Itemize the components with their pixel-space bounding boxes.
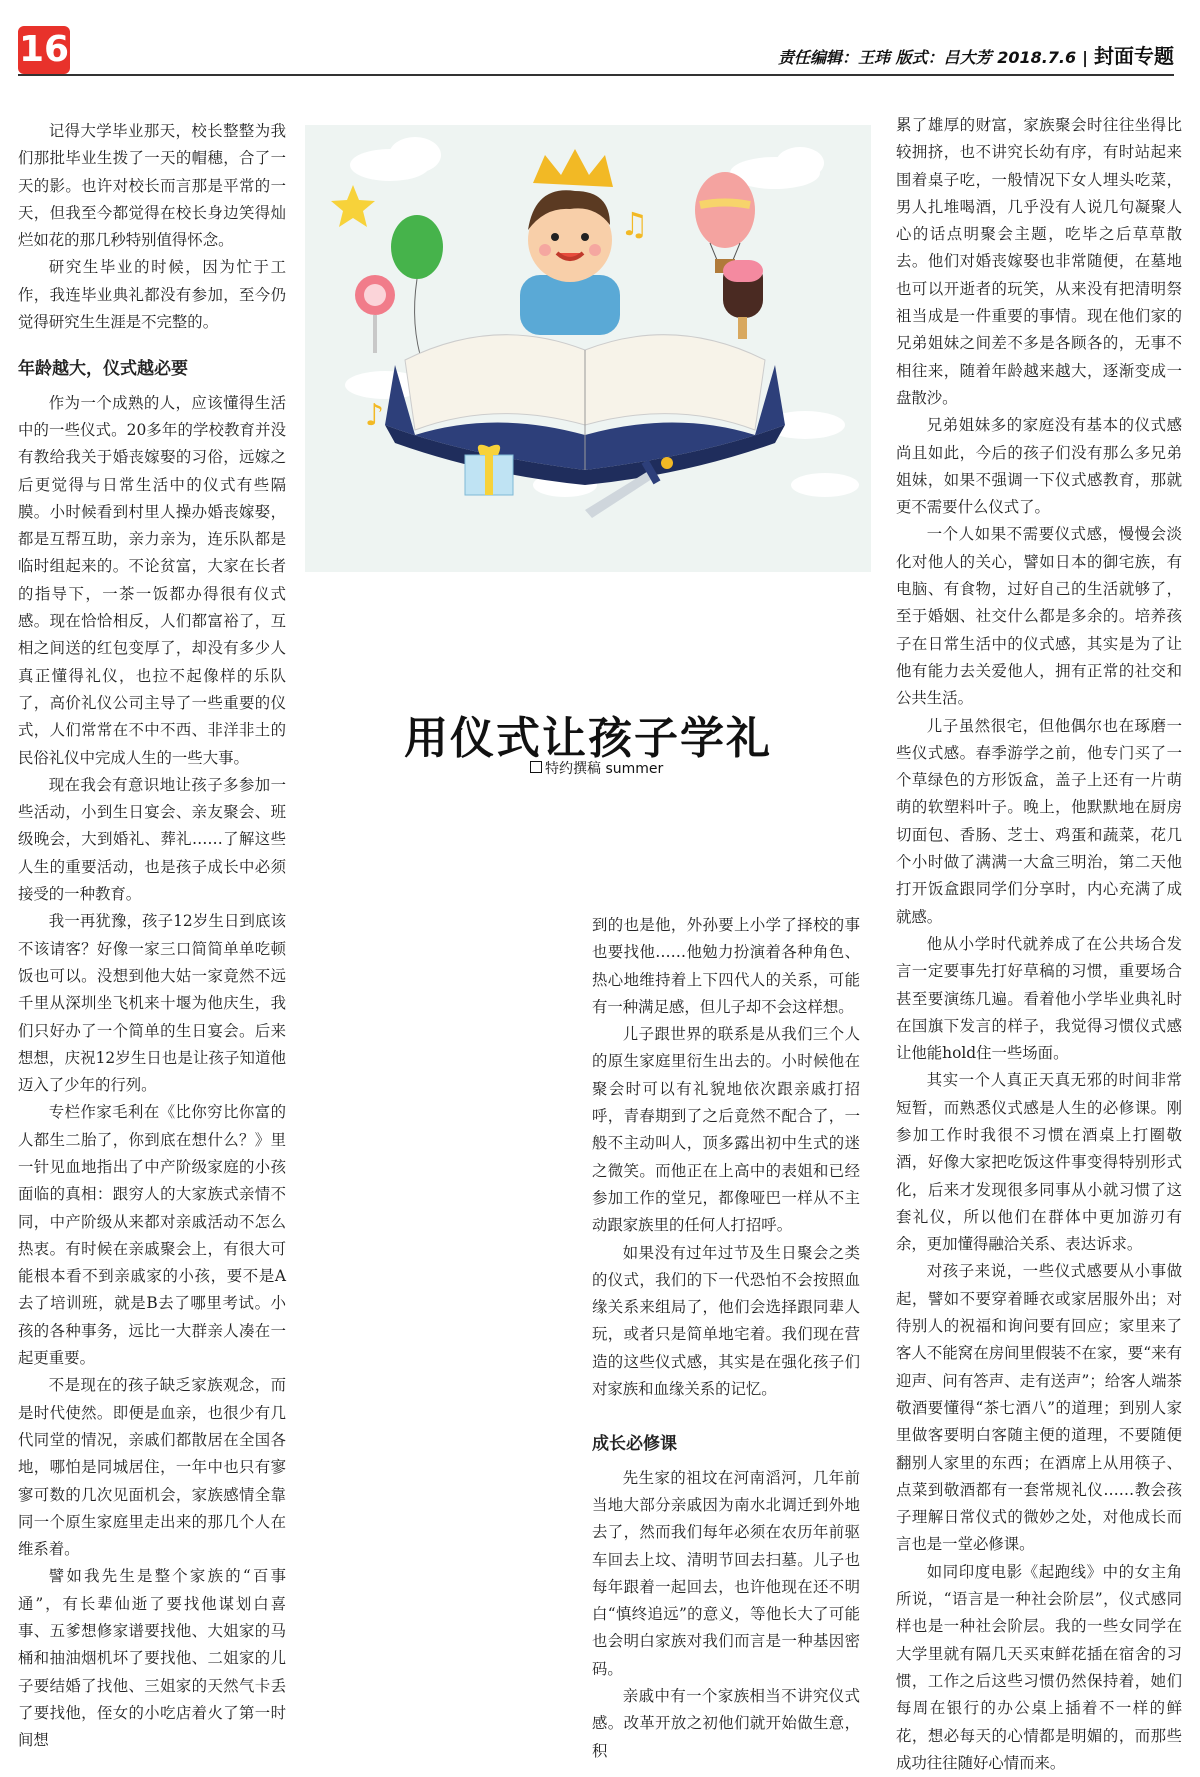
- paragraph: 累了雄厚的财富，家族聚会时往往坐得比较拥挤，也不讲究长幼有序，有时站起来围着桌子吃，一般情况下女人埋头吃菜，男人扎堆喝酒，几乎没有人说几句凝聚人心的话点明聚会主题，吃毕之后草草散去。他们对婚丧嫁娶也非常随便，在墓地也可以开逝者的玩笑，从来没有把清明祭祖当成是一件重要的事情。现在他们家的兄弟姐妹之间差不多是各顾各的，无事不相往来，随着年龄越来越大，逐渐变成一盘散沙。: [896, 116, 1182, 407]
- boy-icon: [520, 149, 620, 335]
- lollipop-icon: [355, 275, 395, 353]
- paragraph: 先生家的祖坟在河南滔河，几年前当地大部分亲戚因为南水北调迁到外地去了，然而我们每年必须在农历年前驱车回去上坟、清明节回去扫墓。儿子也每年跟着一起回去，也许他现在还不明白“慎终追远”的意义，等他长大了可能也会明白家族对我们而言是一种基因密码。: [592, 1468, 860, 1678]
- paragraph: 如同印度电影《起跑线》中的女主角所说，“语言是一种社会阶层”，仪式感同样也是一种社会阶层。我的一些女同学在大学里就有隔几天买束鲜花插在宿舍的习惯，工作之后这些习惯仍然保持着，她们每周在银行的办公桌上插着不一样的鲜花，想必每天的心情都是明媚的，而那些成功往往随好心情而来。: [896, 1562, 1182, 1772]
- open-book-icon: [385, 335, 785, 485]
- paragraph: 记得大学毕业那天，校长整整为我们那批毕业生拨了一天的帽穗，合了一天的影。也许对校长而言那是平常的一天，但我至今都觉得在校长身边笑得灿烂如花的那几秒特别值得怀念。: [18, 122, 286, 250]
- music-note-icon: ♫: [620, 205, 649, 243]
- paragraph: 到的也是他，外孙要上小学了择校的事也要找他……他勉力扮演着各种角色、热心地维持着上下四代人的关系，可能有一种满足感，但儿子却不会这样想。: [592, 916, 860, 1016]
- header-separator: |: [1082, 48, 1088, 67]
- byline-text: 特约撰稿 summer: [545, 761, 664, 777]
- crown-icon: [533, 149, 613, 187]
- paragraph: 亲戚中有一个家族相当不讲究仪式感。改革开放之初他们就开始做生意，积: [592, 1687, 860, 1760]
- page-header: [778, 40, 1174, 69]
- column-right: [896, 112, 1182, 1777]
- paragraph: 他从小学时代就养成了在公共场合发言一定要事先打好草稿的习惯，重要场合甚至要演练几遍。看着他小学毕业典礼时在国旗下发言的样子，我觉得习惯仪式感让他能hold住一些场面。: [896, 934, 1182, 1063]
- paragraph: 我一再犹豫，孩子12岁生日到底该不该请客？好像一家三口简简单单吃顿饭也可以。没想到他大姑一家竟然不远千里从深圳坐飞机来十堰为他庆生，我们只好办了一个简单的生日宴会。后来想想，庆祝12岁生日也是让孩子知道他迈入了少年的行列。: [18, 912, 286, 1095]
- green-balloon-icon: [391, 215, 443, 365]
- page-number: 16: [18, 26, 70, 74]
- subheading: 成长必修课: [592, 1434, 677, 1455]
- paragraph: 儿子虽然很宅，但他偶尔也在琢磨一些仪式感。春季游学之前，他专门买了一个草绿色的方形饭盒，盖子上还有一片萌萌的软塑料叶子。晚上，他默默地在厨房切面包、香肠、芝士、鸡蛋和蔬菜，花几个小时做了满满一大盒三明治，第二天他打开饭盒跟同学们分享时，内心充满了成就感。: [896, 716, 1182, 926]
- illustration: [305, 125, 871, 572]
- paragraph: 专栏作家毛利在《比你穷比你富的人都生二胎了，你到底在想什么？》里一针见血地指出了中产阶级家庭的小孩面临的真相：跟穷人的大家族式亲情不同，中产阶级从来都对亲戚活动不怎么热衷。有时候在亲戚聚会上，有很大可能根本看不到亲戚家的小孩，要不是A去了培训班，就是B去了哪里考试。小孩的各种事务，远比一大群亲人凑在一起更重要。: [18, 1103, 286, 1368]
- paragraph: 现在我会有意识地让孩子多参加一些活动，小到生日宴会、亲友聚会、班级晚会，大到婚礼、葬礼……了解这些人生的重要活动，也是孩子成长中必须接受的一种教育。: [18, 775, 286, 904]
- paragraph: 如果没有过年过节及生日聚会之类的仪式，我们的下一代恐怕不会按照血缘关系来组局了，他们会选择跟同辈人玩，或者只是简单地宅着。我们现在营造的这些仪式感，其实是在强化孩子们对家族和血缘关系的记忆。: [592, 1243, 860, 1399]
- header-rule: [18, 74, 1174, 76]
- ice-cream-icon: [723, 260, 763, 339]
- boy-reading-book-illustration: [305, 125, 871, 572]
- paragraph: 不是现在的孩子缺乏家族观念，而是时代使然。即便是血亲，也很少有几代同堂的情况，亲戚们都散居在全国各地，哪怕是同城居住，一年中也只有寥寥可数的几次见面机会，家族感情全靠同一个原生家庭里走出来的那几个人在维系着。: [18, 1376, 286, 1559]
- editor-info: 责任编辑：王玮 版式：吕大芳 2018.7.6: [778, 48, 1077, 67]
- paragraph: 儿子跟世界的联系是从我们三个人的原生家庭里衍生出去的。小时候他在聚会时可以有礼貌地依次跟亲戚打招呼，青春期到了之后竟然不配合了，一般不主动叫人，顶多露出初中生式的迷之微笑。而他正在上高中的表姐和已经参加工作的堂兄，都像哑巴一样从不主动跟家族里的任何人打招呼。: [592, 1025, 860, 1235]
- star-icon: [331, 185, 375, 227]
- column-left: [18, 118, 286, 1755]
- byline-box-icon: [530, 761, 542, 773]
- byline: [530, 758, 663, 778]
- paragraph: 兄弟姐妹多的家庭没有基本的仪式感尚且如此，今后的孩子们没有那么多兄弟姐妹，如果不强调一下仪式感教育，那就更不需要什么仪式了。: [896, 416, 1182, 517]
- article-title: 用仪式让孩子学礼: [404, 713, 772, 764]
- paragraph: 作为一个成熟的人，应该懂得生活中的一些仪式。20多年的学校教育并没有教给我关于婚丧嫁娶的习俗，远嫁之后更觉得与日常生活中的仪式有些隔膜。小时候看到村里人操办婚丧嫁娶，都是互帮互助，亲力亲为，连乐队都是临时组起来的。不论贫富，大家在长者的指导下，一茶一饭都办得很有仪式感。现在恰恰相反，人们都富裕了，互相之间送的红包变厚了，却没有多少人真正懂得礼仪，也拉不起像样的乐队了，高价礼仪公司主导了一些重要的仪式，人们常常在不中不西、非洋非土的民俗礼仪中完成人生的一些大事。: [18, 393, 286, 767]
- column-middle: [592, 912, 860, 1765]
- paragraph: 研究生毕业的时候，因为忙于工作，我连毕业典礼都没有参加，至今仍觉得研究生生涯是不完整的。: [18, 258, 286, 332]
- section-name: 封面专题: [1094, 44, 1174, 68]
- paragraph: 对孩子来说，一些仪式感要从小事做起，譬如不要穿着睡衣或家居服外出；对待别人的祝福和询问要有回应；家里来了客人不能窝在房间里假装不在家，要“来有迎声、问有答声、走有送声”；给客人端茶敬酒要懂得“茶七酒八”的道理；到别人家里做客要明白客随主便的道理，不要随便翻别人家里的东西；在酒席上从用筷子、点菜到敬酒都有一套常规礼仪……教会孩子理解日常仪式的微妙之处，对他成长而言也是一堂必修课。: [896, 1262, 1182, 1554]
- subheading: 年龄越大，仪式越必要: [18, 359, 188, 380]
- paragraph: 其实一个人真正天真无邪的时间非常短暂，而熟悉仪式感是人生的必修课。刚参加工作时我很不习惯在酒桌上打圈敬酒，好像大家把吃饭这件事变得特别形式化，后来才发现很多同事从小就习惯了这套礼仪，所以他们在群体中更加游刃有余，更加懂得融洽关系、表达诉求。: [896, 1071, 1182, 1254]
- music-note-icon: ♪: [365, 398, 385, 433]
- paragraph: 譬如我先生是整个家族的“百事通”，有长辈仙逝了要找他谋划白喜事、五爹想修家谱要找他、大姐家的马桶和抽油烟机坏了要找他、二姐家的儿子要结婚了找他、三姐家的天然气卡丢了要找他，侄女的小吃店着火了第一时间想: [18, 1567, 286, 1750]
- hot-air-balloon-icon: [695, 172, 755, 273]
- paragraph: 一个人如果不需要仪式感，慢慢会淡化对他人的关心，譬如日本的御宅族，有电脑、有食物，过好自己的生活就够了，至于婚姻、社交什么都是多余的。培养孩子在日常生活中的仪式感，其实是为了让他有能力去关爱他人，拥有正常的社交和公共生活。: [896, 525, 1182, 708]
